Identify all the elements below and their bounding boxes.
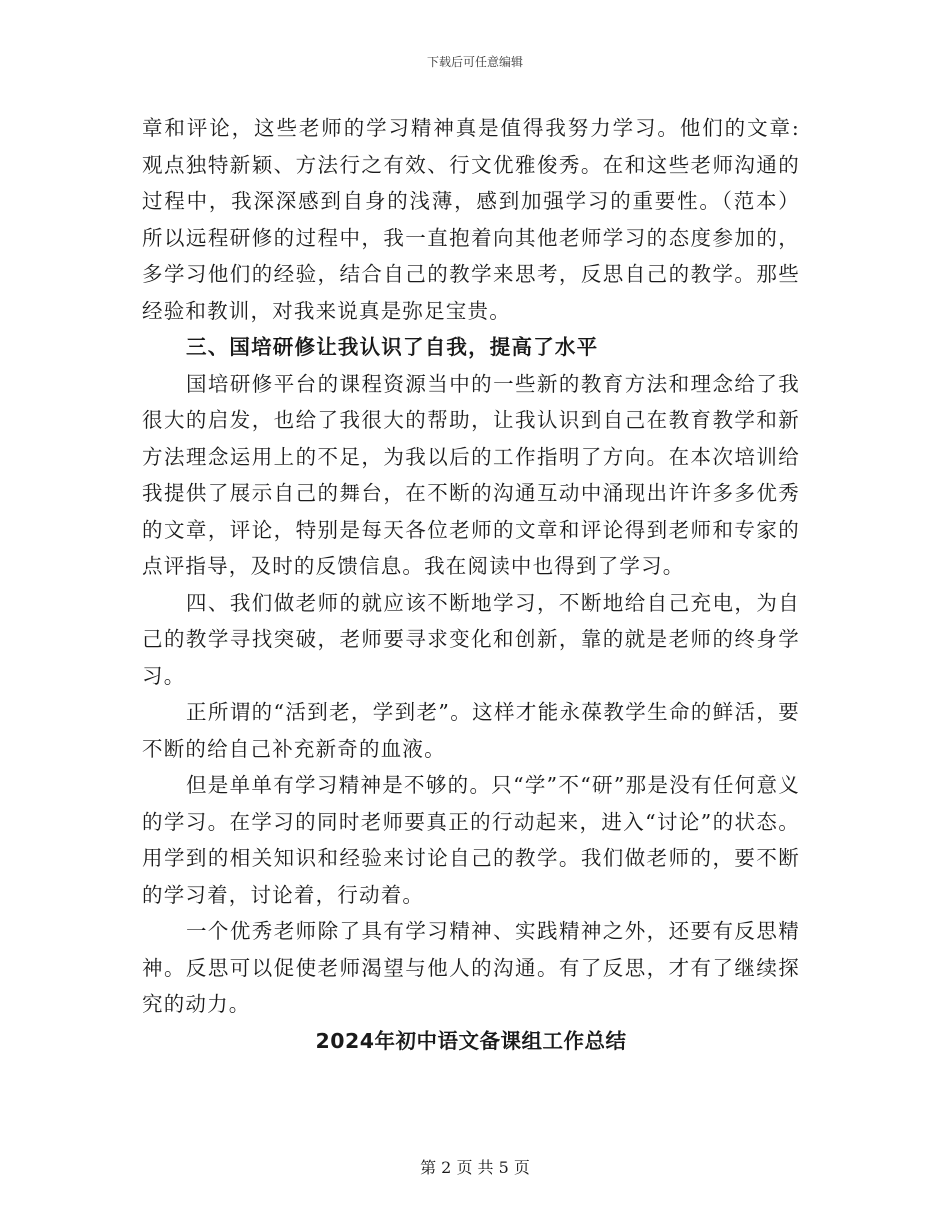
page-header: 下载后可任意编辑 — [426, 55, 523, 69]
paragraph: 国培研修平台的课程资源当中的一些新的教育方法和理念给了我很大的启发，也给了我很大的帮助，让我认识到自己在教育教学和新方法理念运用上的不足，为我以后的工作指明了方向。在本次培训给我提供了展示自己的舞台，在不断的沟通互动中涌现出许许多多优秀的文章，评论，特别是每天各位老师的文章和评论得到老师和专家的点评指导，及时的反馈信息。我在阅读中也得到了学习。 — [142, 371, 800, 578]
paragraph: 一个优秀老师除了具有学习精神、实践精神之外，还要有反思精神。反思可以促使老师渴望与他人的沟通。有了反思，才有了继续探究的动力。 — [142, 919, 800, 1016]
paragraph: 四、我们做老师的就应该不断地学习，不断地给自己充电，为自己的教学寻找突破，老师要寻求变化和创新，靠的就是老师的终身学习。 — [142, 590, 800, 688]
document-body — [142, 110, 800, 1059]
paragraph: 但是单单有学习精神是不够的。只“学”不“研”那是没有任何意义的学习。在学习的同时老师要真正的行动起来，进入“讨论”的状态。用学到的相关知识和经验来讨论自己的教学。我们做老师的，要不断的学习着，讨论着，行动着。 — [142, 773, 800, 907]
paragraph-continuation: 章和评论，这些老师的学习精神真是值得我努力学习。他们的文章:观点独特新颖、方法行之有效、行文优雅俊秀。在和这些老师沟通的过程中，我深深感到自身的浅薄，感到加强学习的重要性。（范本）所以远程研修的过程中，我一直抱着向其他老师学习的态度参加的，多学习他们的经验，结合自己的教学来思考，反思自己的教学。那些经验和教训，对我来说真是弥足宝贵。 — [142, 116, 800, 323]
page-number: 第 2 页 共 5 页 — [420, 1158, 530, 1177]
paragraph: 正所谓的“活到老，学到老”。这样才能永葆教学生命的鲜活，要不断的给自己补充新奇的血液。 — [142, 700, 800, 761]
section-heading-3: 三、国培研修让我认识了自我，提高了水平 — [186, 335, 599, 359]
next-document-title: 2024年初中语文备课组工作总结 — [315, 1028, 627, 1053]
